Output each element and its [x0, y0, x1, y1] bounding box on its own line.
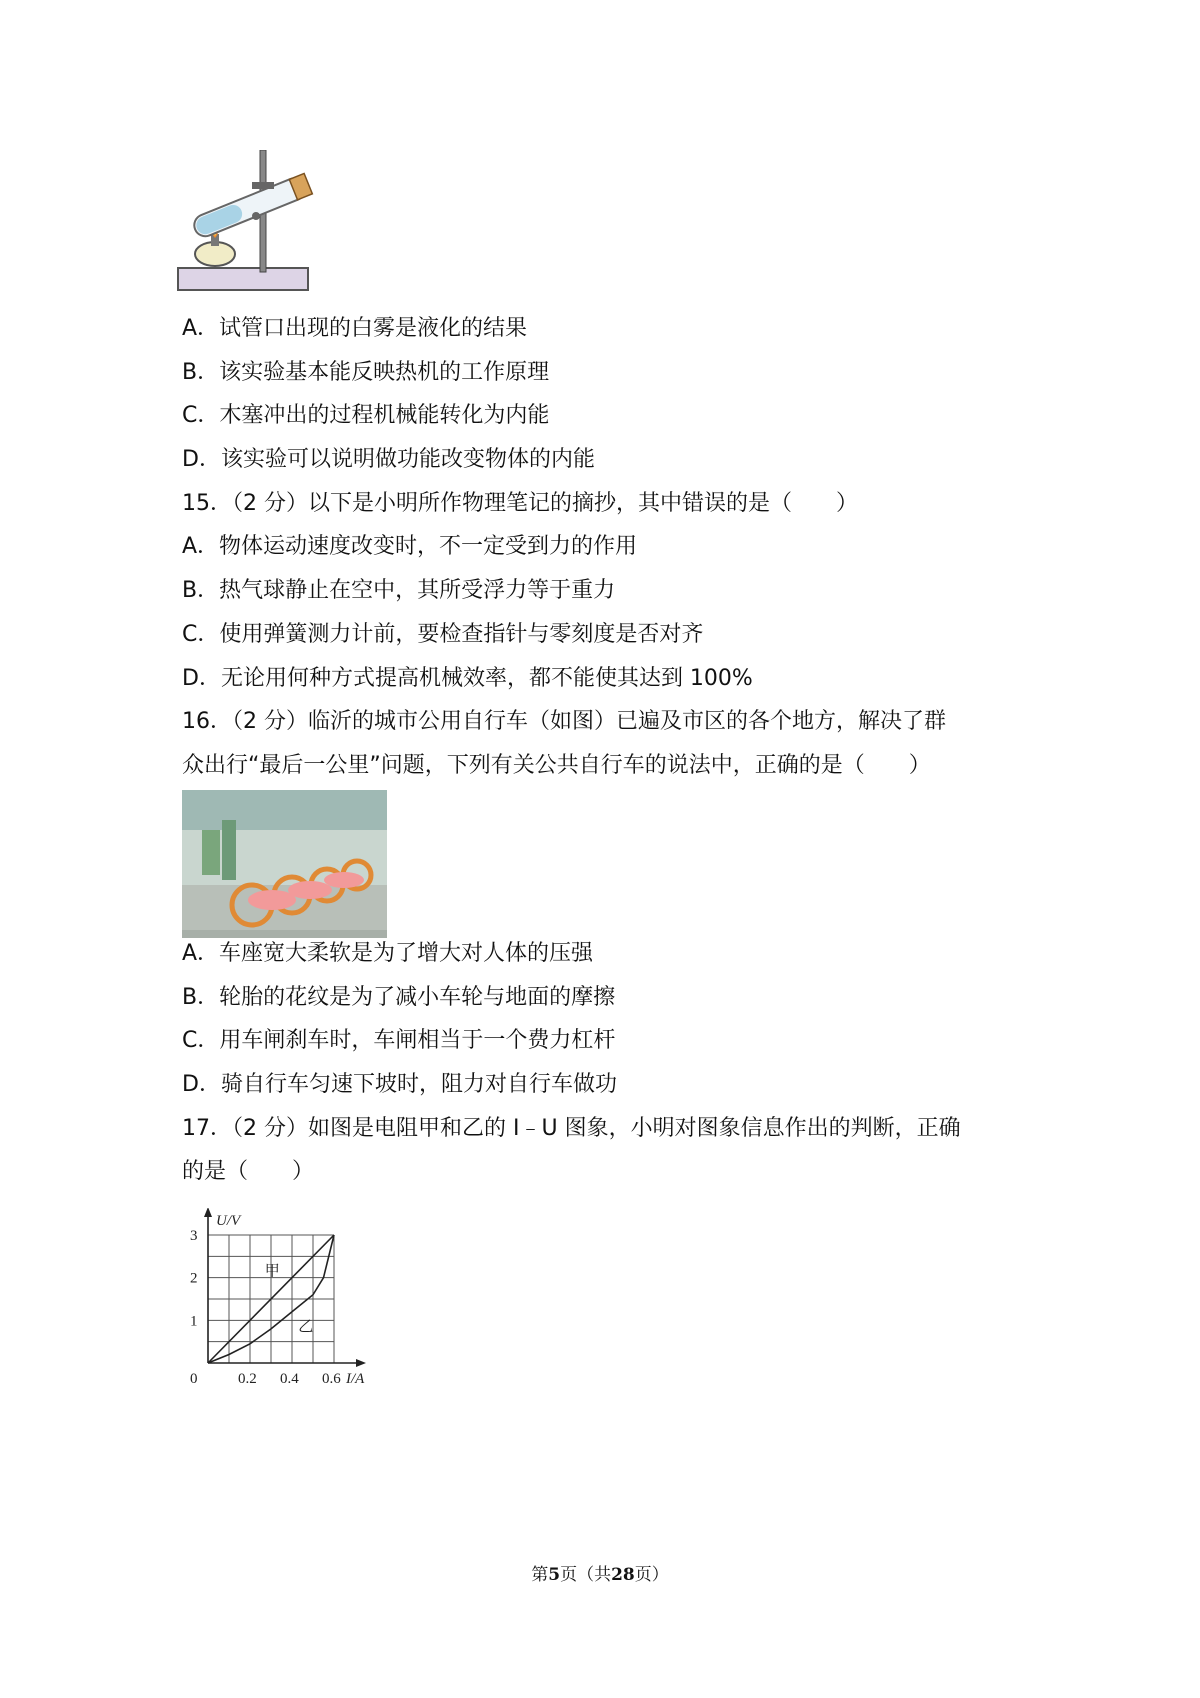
q14-option-d: D．该实验可以说明做功能改变物体的内能 [182, 447, 595, 472]
q16-option-a: A．车座宽大柔软是为了增大对人体的压强 [182, 941, 594, 966]
q15-option-a: A．物体运动速度改变时，不一定受到力的作用 [182, 534, 638, 559]
footer-prefix: 第 [531, 1565, 549, 1585]
q14-option-a: A．试管口出现的白雾是液化的结果 [182, 316, 528, 341]
q16-stem-line2: 众出行“最后一公里”问题，下列有关公共自行车的说法中，正确的是（ ） [182, 753, 931, 778]
q16-option-b: B．轮胎的花纹是为了减小车轮与地面的摩擦 [182, 985, 616, 1010]
series-label-yi: 乙 [298, 1317, 314, 1335]
q16-option-d: D．骑自行车匀速下坡时，阻力对自行车做功 [182, 1072, 617, 1097]
series-label-jia: 甲 [264, 1261, 280, 1280]
q17-stem-line2: 的是（ ） [182, 1159, 315, 1184]
q14-option-b: B．该实验基本能反映热机的工作原理 [182, 360, 550, 385]
y-tick-label: 3 [190, 1228, 198, 1244]
y-tick-label: 1 [190, 1313, 198, 1330]
q16-stem-line1: 16．（2 分）临沂的城市公用自行车（如图）已遍及市区的各个地方，解决了群 [182, 709, 946, 734]
page-footer [0, 1560, 1200, 1585]
x-axis-label: I/A [346, 1371, 365, 1387]
q17-stem-line1: 17．（2 分）如图是电阻甲和乙的 I﹣U 图象，小明对图象信息作出的判断，正确 [182, 1116, 961, 1141]
q14-option-c: C．木塞冲出的过程机械能转化为内能 [182, 403, 550, 428]
y-axis-label: U/V [216, 1213, 241, 1229]
public-bicycles-photo [182, 790, 387, 938]
x-tick-label: 0.2 [238, 1371, 257, 1387]
footer-suffix: 页） [634, 1565, 669, 1585]
test-tube-experiment-figure [170, 150, 330, 300]
q16-option-c: C．用车闸刹车时，车闸相当于一个费力杠杆 [182, 1028, 616, 1053]
footer-total-pages: 28 [611, 1565, 635, 1585]
footer-middle: 页（共 [560, 1565, 612, 1585]
q15-option-c: C．使用弹簧测力计前，要检查指针与零刻度是否对齐 [182, 622, 704, 647]
x-tick-label: 0.6 [322, 1371, 341, 1387]
footer-page-number: 5 [548, 1565, 561, 1585]
origin-label: 0 [190, 1371, 198, 1387]
iu-graph-chart [180, 1208, 400, 1418]
y-axis-arrow [204, 1208, 212, 1217]
q15-option-d: D．无论用何种方式提高机械效率，都不能使其达到 100% [182, 666, 753, 691]
q15-option-b: B．热气球静止在空中，其所受浮力等于重力 [182, 578, 616, 603]
y-tick-label: 2 [190, 1270, 198, 1287]
q15-stem: 15．（2 分）以下是小明所作物理笔记的摘抄，其中错误的是（ ） [182, 491, 858, 516]
x-axis-arrow [356, 1359, 366, 1367]
x-tick-label: 0.4 [280, 1371, 299, 1387]
